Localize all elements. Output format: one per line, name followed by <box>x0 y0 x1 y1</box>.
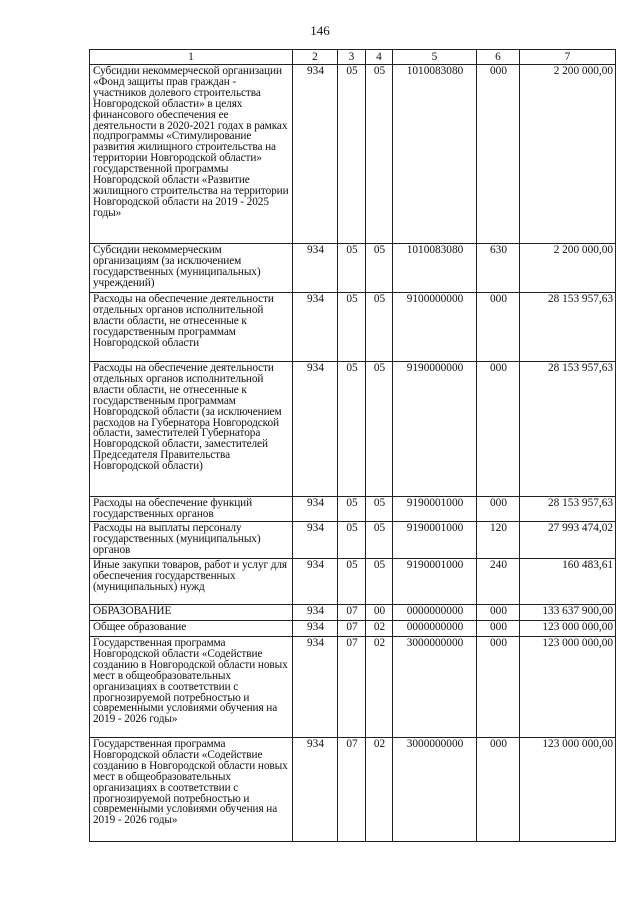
target-code: 0000000000 <box>393 605 477 621</box>
subsection-code: 02 <box>366 637 393 738</box>
expense-type-code: 240 <box>477 559 520 605</box>
table-row <box>90 497 616 522</box>
table-row <box>90 293 616 362</box>
subsection-code: 05 <box>366 293 393 362</box>
table-row <box>90 738 616 842</box>
table-row <box>90 559 616 605</box>
page-number: 146 <box>310 23 330 38</box>
target-code: 1010083080 <box>393 244 477 293</box>
table-row <box>90 605 616 621</box>
target-code: 9190001000 <box>393 559 477 605</box>
table-row <box>90 621 616 637</box>
ministry-code: 934 <box>293 293 338 362</box>
header-row <box>90 50 616 65</box>
target-code: 3000000000 <box>393 637 477 738</box>
section-code: 07 <box>338 621 366 637</box>
section-code: 07 <box>338 605 366 621</box>
expense-name: Субсидии некоммерческим организациям (за исключением государственных (муниципальных) учреждений) <box>90 244 293 293</box>
section-code: 05 <box>338 244 366 293</box>
subsection-code: 02 <box>366 738 393 842</box>
expense-type-code: 000 <box>477 362 520 497</box>
expense-type-code: 000 <box>477 497 520 522</box>
subsection-code: 05 <box>366 244 393 293</box>
expense-type-code: 630 <box>477 244 520 293</box>
subsection-code: 02 <box>366 621 393 637</box>
expense-type-code: 000 <box>477 605 520 621</box>
header-cell: 1 <box>90 50 293 65</box>
section-code: 05 <box>338 522 366 559</box>
section-code: 05 <box>338 65 366 244</box>
section-code: 07 <box>338 738 366 842</box>
amount: 133 637 900,00 <box>520 605 616 621</box>
section-code: 05 <box>338 362 366 497</box>
ministry-code: 934 <box>293 605 338 621</box>
amount: 28 153 957,63 <box>520 362 616 497</box>
section-code: 05 <box>338 559 366 605</box>
subsection-code: 05 <box>366 522 393 559</box>
target-code: 3000000000 <box>393 738 477 842</box>
ministry-code: 934 <box>293 559 338 605</box>
expense-name: Расходы на обеспечение деятельности отдельных органов исполнительной власти области, не отнесенные к государственным программам Новгородской области <box>90 293 293 362</box>
target-code: 9190001000 <box>393 522 477 559</box>
ministry-code: 934 <box>293 65 338 244</box>
subsection-code: 05 <box>366 362 393 497</box>
target-code: 9190001000 <box>393 497 477 522</box>
section-code: 05 <box>338 293 366 362</box>
ministry-code: 934 <box>293 637 338 738</box>
amount: 123 000 000,00 <box>520 738 616 842</box>
target-code: 0000000000 <box>393 621 477 637</box>
table-row <box>90 65 616 244</box>
expense-type-code: 000 <box>477 293 520 362</box>
ministry-code: 934 <box>293 522 338 559</box>
ministry-code: 934 <box>293 244 338 293</box>
header-cell: 4 <box>366 50 393 65</box>
subsection-code: 05 <box>366 65 393 244</box>
section-code: 07 <box>338 637 366 738</box>
header-cell: 2 <box>293 50 338 65</box>
table-row <box>90 637 616 738</box>
ministry-code: 934 <box>293 621 338 637</box>
expense-name: Государственная программа Новгородской области «Содействие созданию в Новгородской области новых мест в общеобразовательных организациях в соответствии с прогнозируемой потребностью и современными условиями обучения на 2019 - 2026 годы» <box>90 637 293 738</box>
ministry-code: 934 <box>293 497 338 522</box>
expense-name: Расходы на выплаты персоналу государственных (муниципальных) органов <box>90 522 293 559</box>
section-code: 05 <box>338 497 366 522</box>
subsection-code: 05 <box>366 497 393 522</box>
amount: 123 000 000,00 <box>520 621 616 637</box>
expense-type-code: 120 <box>477 522 520 559</box>
expense-name: Общее образование <box>90 621 293 637</box>
target-code: 9190000000 <box>393 362 477 497</box>
expense-name: ОБРАЗОВАНИЕ <box>90 605 293 621</box>
expense-type-code: 000 <box>477 637 520 738</box>
expense-name: Расходы на обеспечение деятельности отдельных органов исполнительной власти области, не отнесенные к государственным программам Новгородской области (за исключением расходов на Губернатора Новгородской области, заместителей Губернатора Новгородской области, заместителей Председателя Правительства Новгородской области) <box>90 362 293 497</box>
subsection-code: 00 <box>366 605 393 621</box>
table-row <box>90 244 616 293</box>
amount: 27 993 474,02 <box>520 522 616 559</box>
expense-type-code: 000 <box>477 65 520 244</box>
expense-name: Расходы на обеспечение функций государственных органов <box>90 497 293 522</box>
header-cell: 3 <box>338 50 366 65</box>
table-row <box>90 362 616 497</box>
expense-type-code: 000 <box>477 621 520 637</box>
expense-name: Субсидии некоммерческой организации «Фонд защиты прав граждан - участников долевого строительства Новгородской области» в целях финансового обеспечения ее деятельности в 2020-2021 годах в рамках подпрограммы «Стимулирование развития жилищного строительства на территории Новгородской области» государственной программы Новгородской области «Развитие жилищного строительства на территории Новгородской области на 2019 - 2025 годы» <box>90 65 293 244</box>
amount: 160 483,61 <box>520 559 616 605</box>
amount: 123 000 000,00 <box>520 637 616 738</box>
header-cell: 6 <box>477 50 520 65</box>
target-code: 1010083080 <box>393 65 477 244</box>
header-cell: 5 <box>393 50 477 65</box>
ministry-code: 934 <box>293 738 338 842</box>
expense-name: Иные закупки товаров, работ и услуг для обеспечения государственных (муниципальных) нужд <box>90 559 293 605</box>
header-cell: 7 <box>520 50 616 65</box>
expense-type-code: 000 <box>477 738 520 842</box>
amount: 2 200 000,00 <box>520 244 616 293</box>
expense-name: Государственная программа Новгородской области «Содействие созданию в Новгородской области новых мест в общеобразовательных организациях в соответствии с прогнозируемой потребностью и современными условиями обучения на 2019 - 2026 годы» <box>90 738 293 842</box>
subsection-code: 05 <box>366 559 393 605</box>
table-row <box>90 522 616 559</box>
ministry-code: 934 <box>293 362 338 497</box>
amount: 2 200 000,00 <box>520 65 616 244</box>
target-code: 9100000000 <box>393 293 477 362</box>
amount: 28 153 957,63 <box>520 497 616 522</box>
budget-table <box>89 49 616 842</box>
amount: 28 153 957,63 <box>520 293 616 362</box>
